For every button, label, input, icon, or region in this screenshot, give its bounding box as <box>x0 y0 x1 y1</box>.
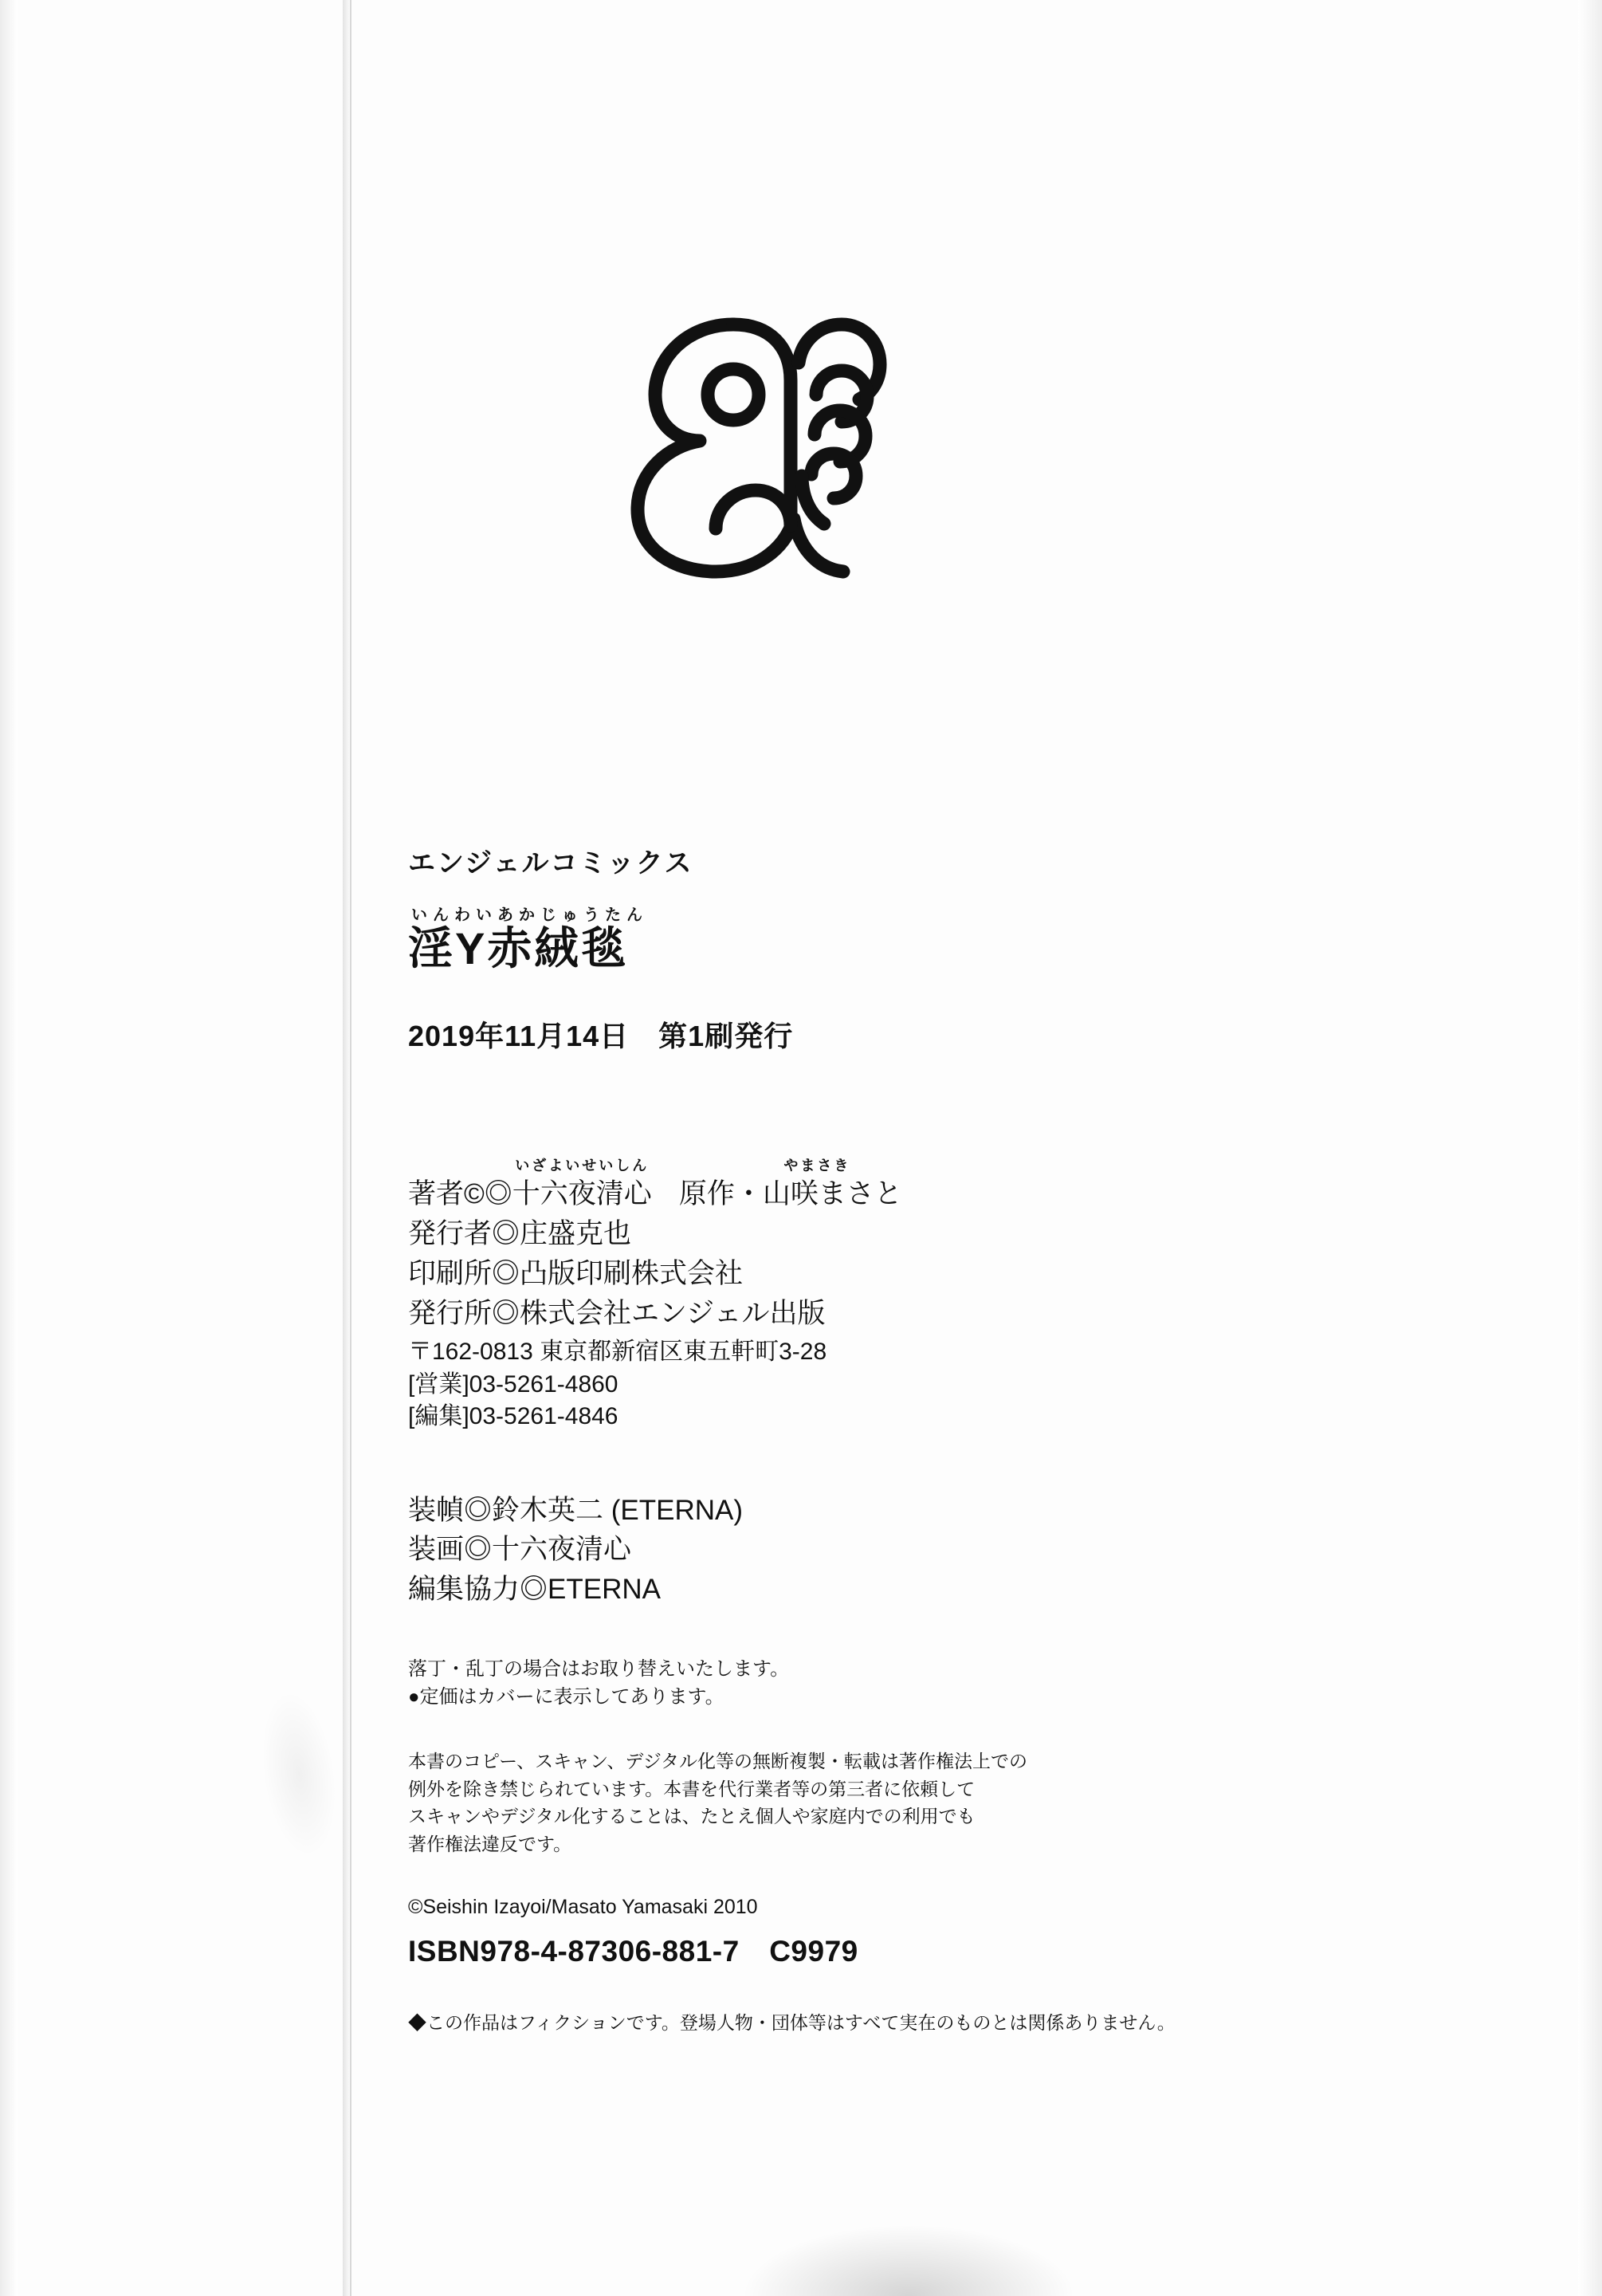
legal-line-2: 例外を除き禁じられています。本書を代行業者等の第三者に依頼して <box>408 1778 976 1799</box>
publication-date: 2019年11月14日 第1刷発行 <box>408 1020 794 1053</box>
publisher-address <box>408 1336 1325 1433</box>
credit-original-work-group <box>678 1158 902 1214</box>
book-title: 淫Y赤絨毯 <box>408 923 629 973</box>
scan-smudge-left <box>252 1686 346 1862</box>
note-price-on-cover: ●定価はカバーに表示してあります。 <box>408 1685 724 1708</box>
imprint-label: エンジェルコミックス <box>408 848 693 879</box>
replacement-notes <box>408 1656 1325 1712</box>
page-right-edge-shading <box>1578 0 1602 2296</box>
isbn-code: ISBN978-4-87306-881-7 C9979 <box>408 1935 858 1968</box>
legal-line-4: 著作権法違反です。 <box>408 1833 572 1854</box>
page-left-edge-shading <box>0 0 18 2296</box>
credit-original-work: 原作・山咲まさと <box>678 1178 902 1210</box>
title-group <box>408 907 1325 973</box>
copyright-holder: ©Seishin Izayoi/Masato Yamasaki 2010 <box>408 1896 758 1919</box>
credit-printer <box>408 1254 1325 1294</box>
note-defective-copy: 落丁・乱丁の場合はお取り替えいたします。 <box>408 1657 790 1680</box>
credit-author-ruby: いざよいせいしん <box>515 1158 650 1174</box>
credit-publisher-label: 発行所◎ <box>408 1297 520 1329</box>
credit-author <box>408 1158 1325 1214</box>
staff-cover-art: 装画◎十六夜清心 <box>408 1534 632 1566</box>
credit-publisher-name: 株式会社エンジェル出版 <box>520 1297 826 1329</box>
legal-line-1: 本書のコピー、スキャン、デジタル化等の無断複製・転載は著作権法上での <box>408 1751 1027 1772</box>
legal-line-3: スキャンやデジタル化することは、たとえ個人や家庭内での利用でも <box>408 1806 976 1827</box>
fiction-disclaimer: ◆この作品はフィクションです。登場人物・団体等はすべて実在のものとは関係ありません。 <box>408 2012 1176 2034</box>
credit-author-label: 著者©◎ <box>408 1178 512 1210</box>
page-divider-line <box>350 0 351 2296</box>
credit-printer-label: 印刷所◎ <box>408 1257 520 1289</box>
scan-smudge-bottom <box>741 2224 1076 2296</box>
copyright-notice <box>408 1748 1325 1858</box>
credit-publisher-person-name: 庄盛克也 <box>520 1218 632 1250</box>
credit-author-name: 十六夜清心 <box>512 1178 652 1210</box>
address-line-editorial-phone: [編集]03-5261-4846 <box>408 1403 618 1430</box>
angel-publishing-logo <box>614 275 917 594</box>
colophon-text-block <box>408 841 1325 2035</box>
credit-publisher-person <box>408 1214 1325 1254</box>
credits-list <box>408 1158 1325 1433</box>
staff-credits <box>408 1491 1325 1610</box>
credit-printer-name: 凸版印刷株式会社 <box>520 1257 744 1289</box>
staff-editorial-support: 編集協力◎ETERNA <box>408 1574 661 1606</box>
credit-publisher-person-label: 発行者◎ <box>408 1218 520 1250</box>
credit-original-work-ruby: やまさき <box>783 1158 851 1174</box>
address-line-1: 〒162-0813 東京都新宿区東五軒町3-28 <box>408 1339 827 1366</box>
title-ruby: いんわいあかじゅうたん <box>411 906 648 924</box>
credit-author-name-group <box>512 1158 652 1214</box>
credit-publisher <box>408 1294 1325 1334</box>
staff-design: 装幀◎鈴木英二 (ETERNA) <box>408 1494 744 1526</box>
address-line-sales-phone: [営業]03-5261-4860 <box>408 1370 618 1398</box>
